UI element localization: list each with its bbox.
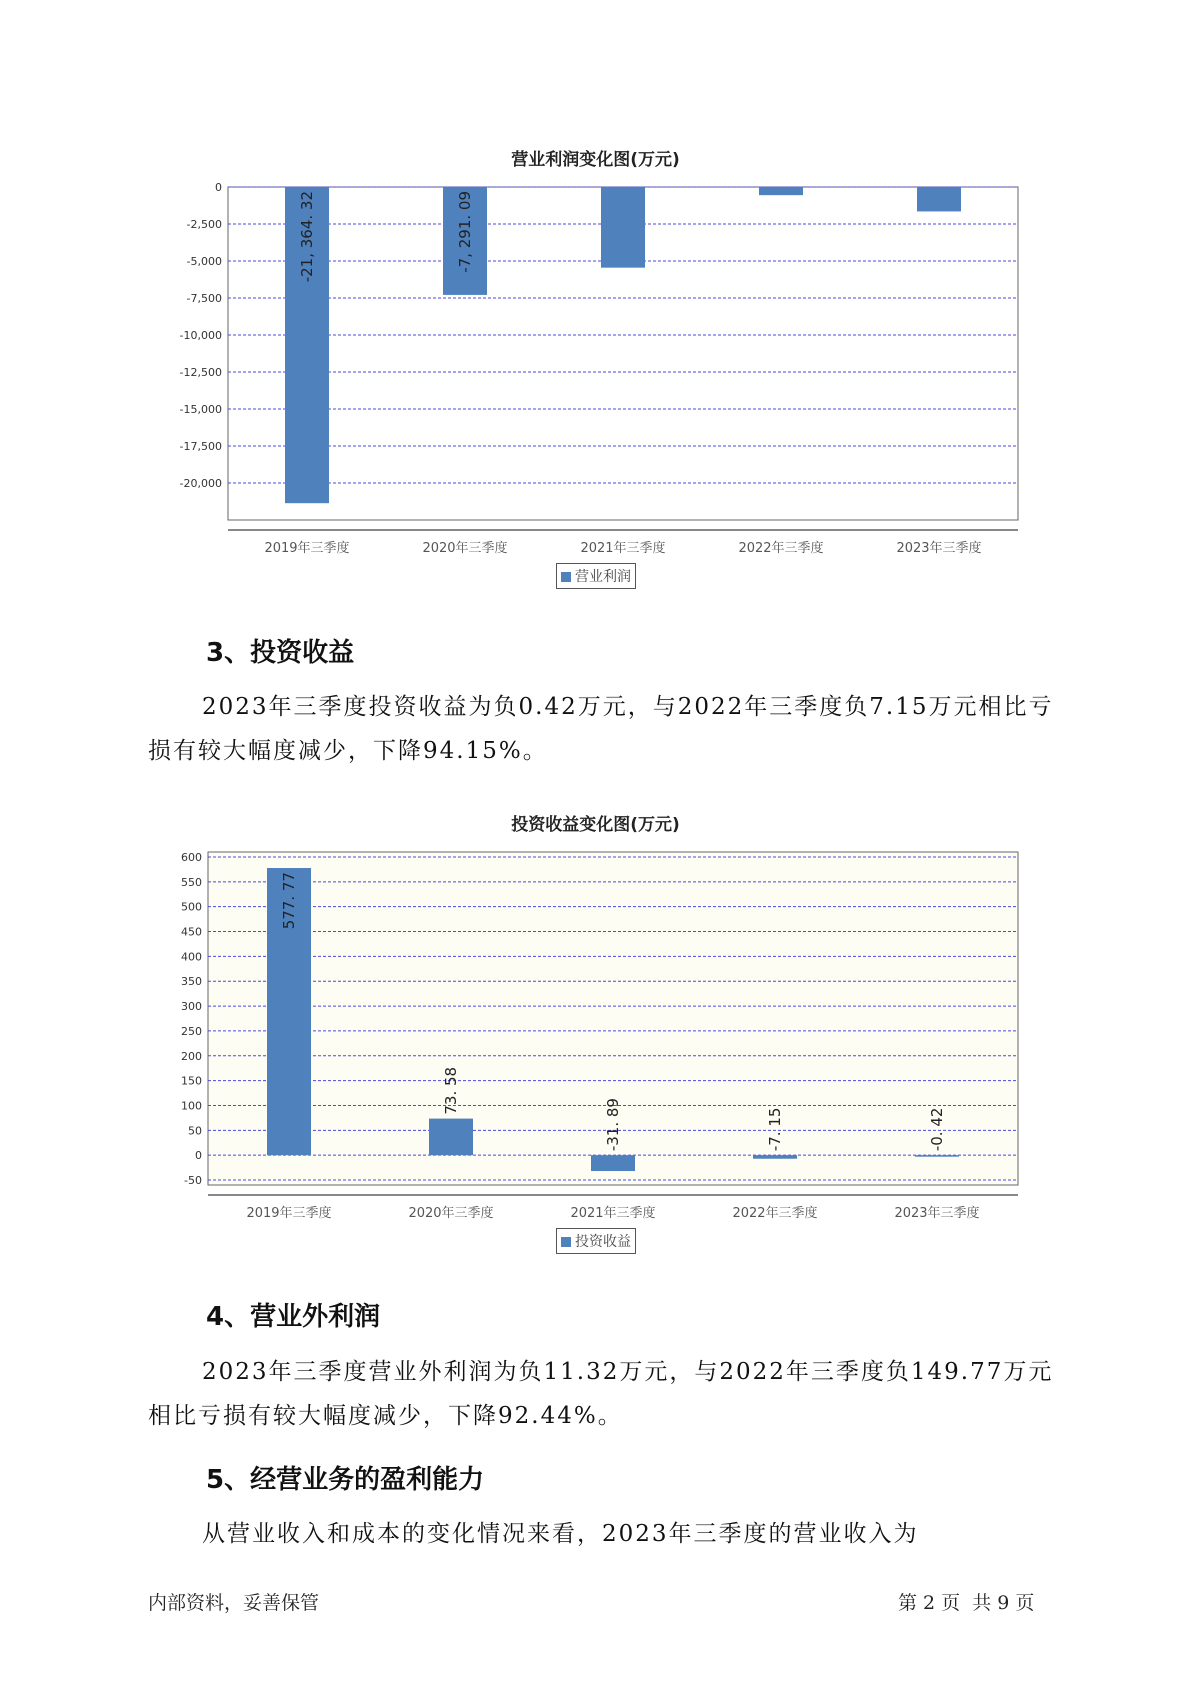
x-tick-label: 2022年三季度 (738, 541, 824, 556)
y-tick-label: 400 (181, 950, 202, 964)
y-tick-label: -17,500 (179, 440, 222, 453)
y-tick-label: -20,000 (179, 477, 222, 490)
y-tick-label: -10,000 (179, 329, 222, 342)
data-label: -21, 364. 32 (298, 191, 316, 283)
section4-text: 2023年三季度营业外利润为负11.32万元，与2022年三季度负149.77万元相比亏损有较大幅度减少，下降92.44%。 (148, 1359, 1054, 1429)
chart1-title: 营业利润变化图(万元) (511, 150, 680, 170)
x-tick-label: 2019年三季度 (246, 1206, 332, 1221)
y-tick-label: 450 (181, 925, 202, 939)
chart2-legend (556, 1228, 636, 1254)
y-tick-label: -5,000 (186, 255, 222, 268)
bar (601, 187, 645, 268)
section3-paragraph (148, 685, 1068, 773)
y-tick-label: 100 (181, 1099, 202, 1113)
legend-label: 投资收益 (575, 1234, 631, 1250)
x-tick-label: 2022年三季度 (732, 1206, 818, 1221)
x-tick-label: 2023年三季度 (896, 541, 982, 556)
x-tick-label: 2023年三季度 (894, 1206, 980, 1221)
y-tick-label: 250 (181, 1024, 202, 1038)
x-tick-label: 2020年三季度 (408, 1206, 494, 1221)
bar (759, 187, 803, 195)
y-tick-label: 550 (181, 875, 202, 889)
section4-paragraph (148, 1350, 1068, 1438)
section5-paragraph (148, 1512, 1068, 1556)
legend-swatch (561, 1237, 571, 1247)
operating-profit-chart (0, 165, 1191, 565)
y-tick-label: 350 (181, 975, 202, 989)
section5-heading: 5、经营业务的盈利能力 (206, 1465, 485, 1495)
data-label: -7. 15 (766, 1107, 784, 1152)
x-tick-label: 2021年三季度 (580, 541, 666, 556)
y-tick-label: 200 (181, 1049, 202, 1063)
y-tick-label: -50 (184, 1174, 202, 1188)
footer-left: 内部资料，妥善保管 (148, 1592, 320, 1614)
y-tick-label: -12,500 (179, 366, 222, 379)
data-label: -7, 291. 09 (456, 191, 474, 273)
bar (917, 187, 961, 211)
y-tick-label: 150 (181, 1074, 202, 1088)
legend-label: 营业利润 (575, 569, 631, 585)
x-tick-label: 2021年三季度 (570, 1206, 656, 1221)
section5-text: 从营业收入和成本的变化情况来看，2023年三季度的营业收入为 (202, 1521, 919, 1547)
bar (429, 1119, 473, 1156)
y-tick-label: 300 (181, 1000, 202, 1014)
y-tick-label: -7,500 (186, 292, 222, 305)
chart1-legend (556, 563, 636, 589)
y-tick-label: 600 (181, 850, 202, 864)
data-label: 577. 77 (280, 872, 298, 930)
section3-text: 2023年三季度投资收益为负0.42万元，与2022年三季度负7.15万元相比亏损有较大幅度减少，下降94.15%。 (148, 694, 1054, 764)
legend-swatch (561, 572, 571, 582)
data-label: -31. 89 (604, 1098, 622, 1152)
chart2-title: 投资收益变化图(万元) (511, 815, 680, 835)
section3-heading: 3、投资收益 (206, 638, 355, 668)
bar (753, 1155, 797, 1159)
y-tick-label: -15,000 (179, 403, 222, 416)
data-label: 73. 58 (442, 1066, 460, 1115)
investment-income-chart (0, 830, 1191, 1230)
bar (591, 1155, 635, 1171)
section4-heading: 4、营业外利润 (206, 1302, 381, 1332)
y-tick-label: -2,500 (186, 218, 222, 231)
x-tick-label: 2020年三季度 (422, 541, 508, 556)
data-label: -0. 42 (928, 1107, 946, 1152)
y-tick-label: 500 (181, 900, 202, 914)
y-tick-label: 0 (215, 181, 222, 194)
footer-page-number: 第 2 页 共 9 页 (898, 1592, 1035, 1614)
bar (915, 1155, 959, 1157)
y-tick-label: 0 (195, 1149, 202, 1163)
x-tick-label: 2019年三季度 (264, 541, 350, 556)
y-tick-label: 50 (188, 1124, 202, 1138)
